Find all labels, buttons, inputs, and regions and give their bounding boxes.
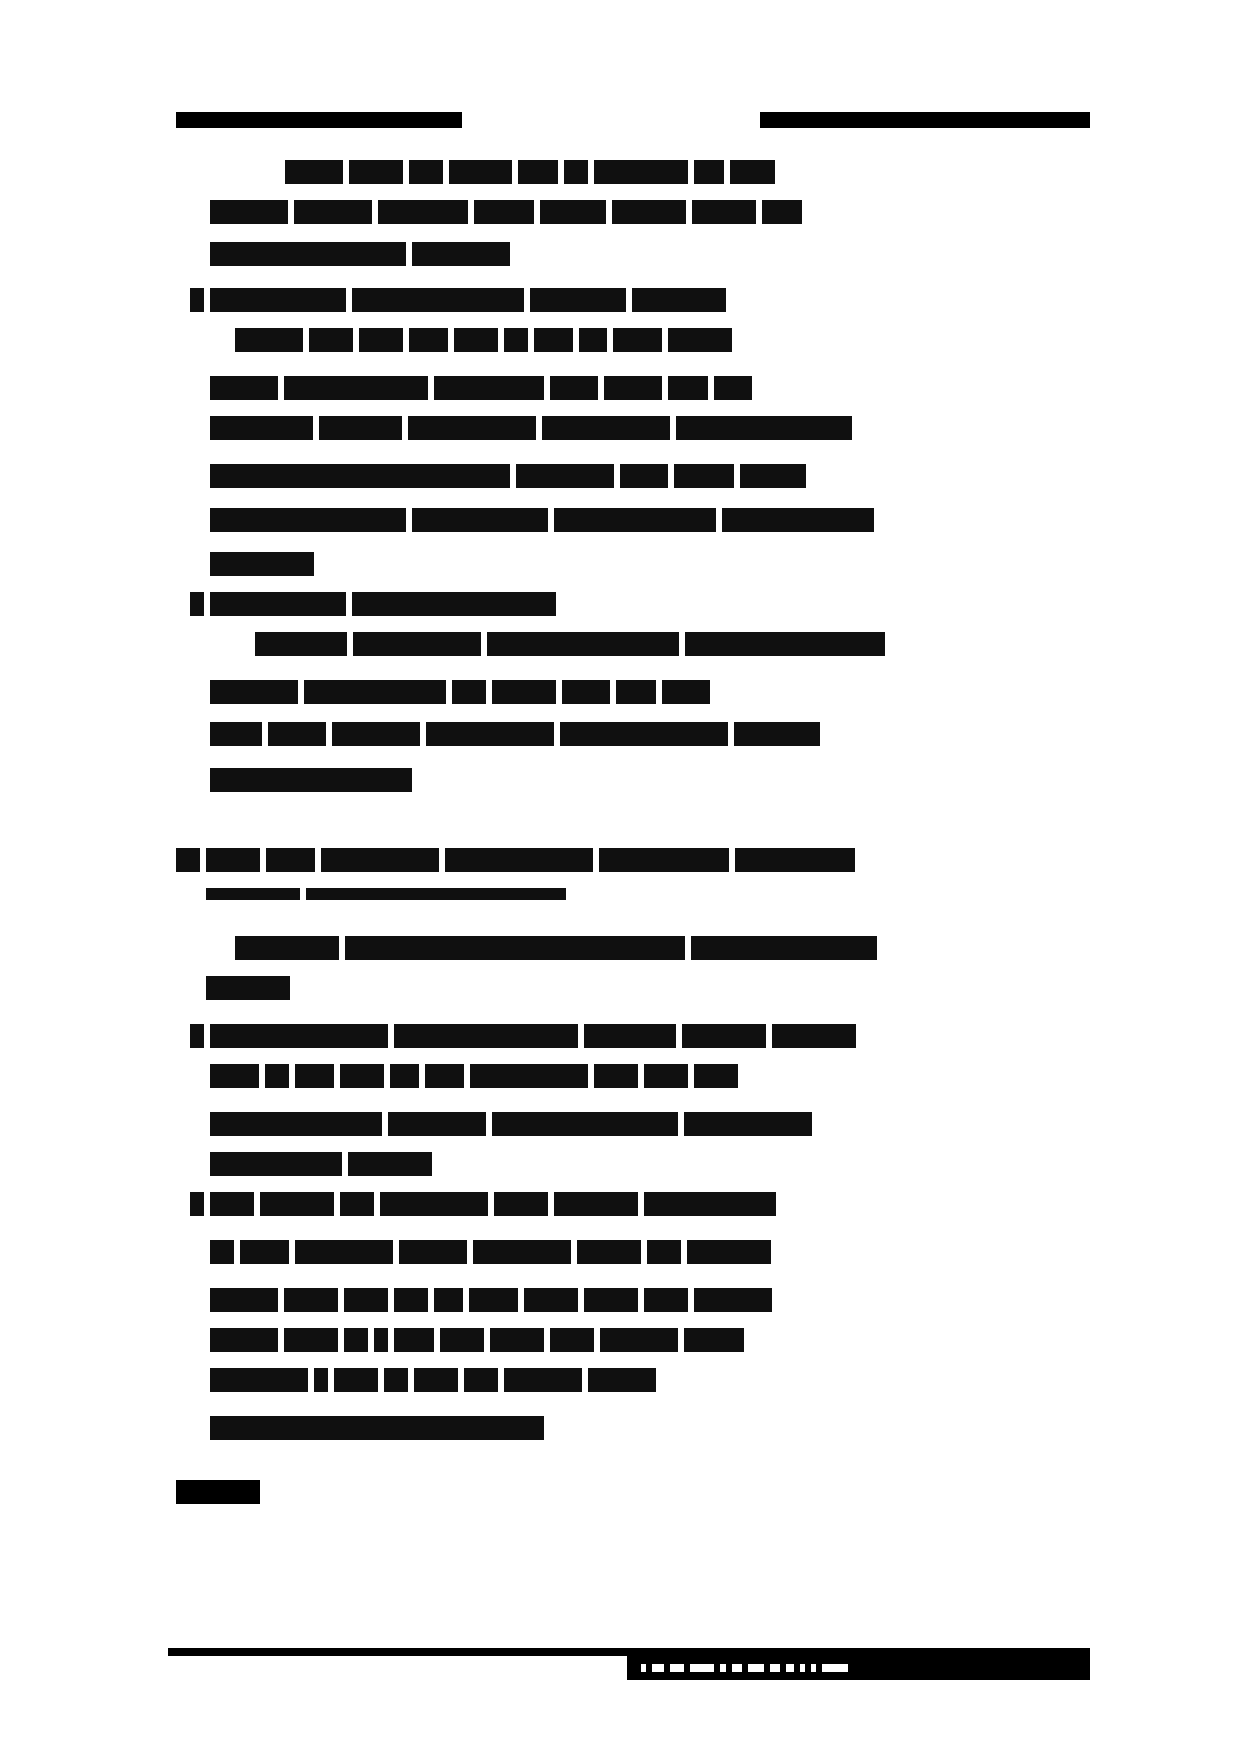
redacted-line <box>210 1112 812 1136</box>
redacted-line <box>210 1152 432 1176</box>
redacted-line <box>210 464 806 488</box>
redacted-line <box>210 508 874 532</box>
redacted-line <box>206 976 290 1000</box>
redacted-line <box>285 160 775 184</box>
redacted-line <box>235 936 877 960</box>
redacted-line <box>210 1328 744 1352</box>
section-marker <box>176 848 200 872</box>
list-marker <box>190 1024 204 1048</box>
redacted-line <box>210 722 820 746</box>
redacted-line <box>210 680 710 704</box>
section-heading-redacted <box>206 888 566 912</box>
list-marker <box>190 1192 204 1216</box>
section-heading-redacted <box>206 848 855 872</box>
redacted-line <box>210 552 314 576</box>
footer-label <box>627 1656 1090 1680</box>
redacted-line <box>210 1024 856 1048</box>
item-heading-redacted <box>210 288 726 312</box>
redacted-line <box>210 1064 738 1088</box>
redacted-line <box>210 768 412 792</box>
redacted-line <box>210 1368 656 1392</box>
redacted-line <box>210 242 510 266</box>
redacted-line <box>210 416 852 440</box>
header-right-redacted <box>760 112 1090 136</box>
redacted-line <box>235 328 732 352</box>
redacted-line <box>210 1416 544 1440</box>
redacted-line <box>210 1192 776 1216</box>
header-left-redacted <box>176 112 462 136</box>
section-heading-redacted <box>176 1480 260 1504</box>
list-marker <box>190 592 204 616</box>
redacted-line <box>255 632 885 656</box>
item-heading-redacted <box>210 592 556 616</box>
redacted-line <box>210 1240 771 1264</box>
header-right-text <box>0 0 1 1</box>
list-marker <box>190 288 204 312</box>
redacted-line <box>210 200 802 224</box>
redacted-line <box>210 1288 772 1312</box>
footer-rule <box>168 1648 1090 1656</box>
header-left-text <box>0 0 1 1</box>
redacted-line <box>210 376 752 400</box>
